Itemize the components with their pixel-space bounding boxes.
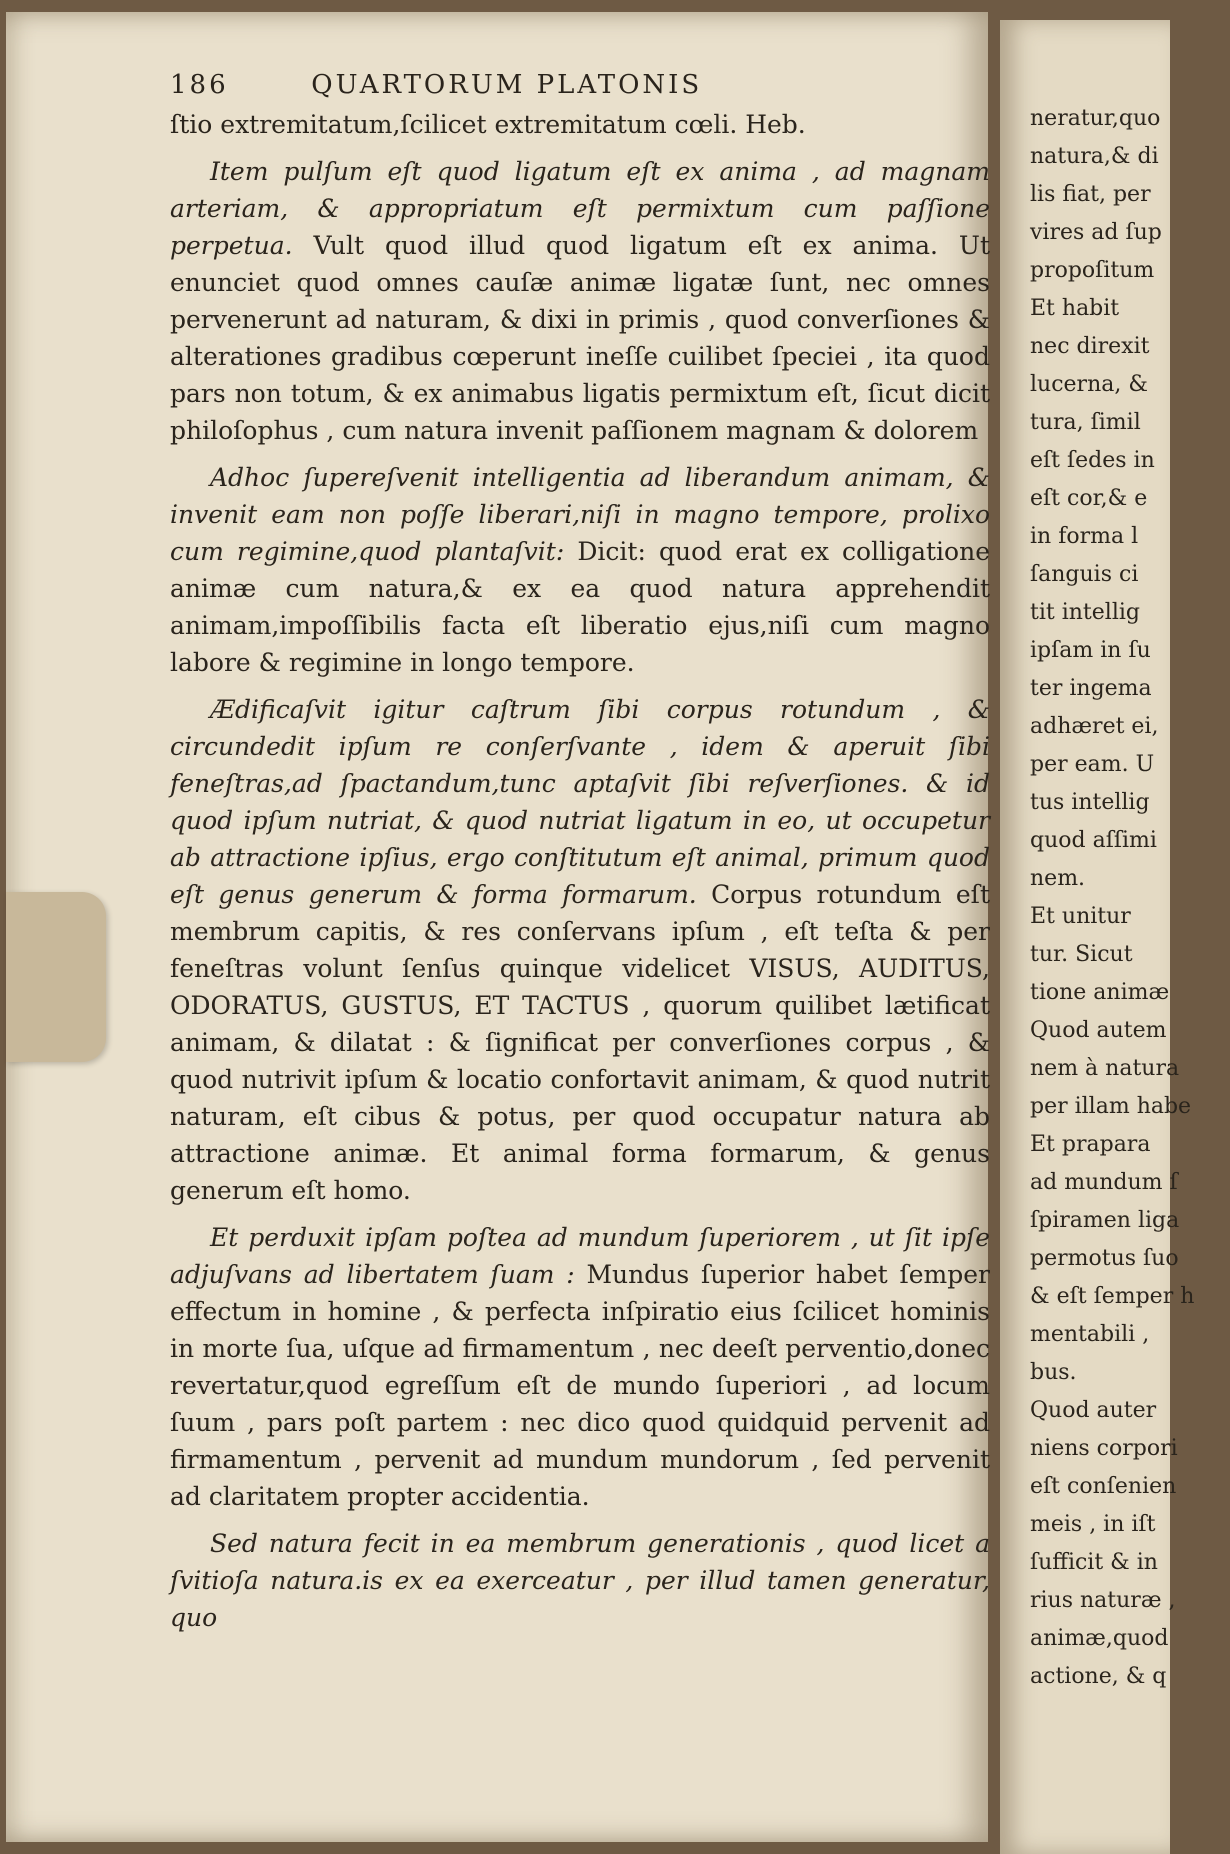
right-page-line: lis fiat, per	[1030, 182, 1151, 207]
right-page-line: rius naturæ ,	[1030, 1588, 1176, 1613]
running-header	[170, 70, 990, 100]
page-tab-marker	[6, 892, 106, 1062]
right-page-line: Et prapara	[1030, 1132, 1151, 1157]
paragraph-italic-text: Sed natura fecit in ea membrum generationis , quod licet a ſvitioſa natura.is ex ea exerceatur , per illud tamen generatur, quo	[170, 1529, 990, 1632]
right-page-line: ad mundum ſ	[1030, 1170, 1178, 1195]
right-page-line: mentabili ,	[1030, 1322, 1150, 1347]
paragraph-roman-text: Mundus ſuperior habet ſemper effectum in homine , & perfecta inſpiratio eius ſcilicet hominis in morte ſua, uſque ad firmamentum , nec deeſt perventio,donec revertatur,quod egreſſum eſt de mundo ſuperiori , ad locum ſuum , pars poſt partem : nec dico quod quidquid pervenit ad firmamentum , pervenit ad mundum mundorum , ſed pervenit ad claritatem propter accidentia.	[170, 1260, 991, 1511]
paragraph-italic-text: Et perduxit ipſam poſtea ad mundum ſuperiorem , ut ſit ipſe adjuſvans ad libertatem ſuam :	[170, 1223, 990, 1289]
right-page-line: vires ad ſup	[1030, 220, 1162, 245]
right-page-line: nec direxit	[1030, 334, 1150, 359]
paragraph-italic-text: Ædificaſvit igitur caſtrum ſibi corpus rotundum , & circundedit ipſum re conſerſvante , idem & aperuit ſibi feneſtras,ad ſpactandum,tunc aptaſvit ſibi reſverſiones. & id quod ipſum nutriat, & quod nutriat ligatum in eo, ut occupetur ab attractione ipſius, ergo conſtitutum eſt animal, primum quod eſt genus generum & forma formarum.	[170, 695, 990, 909]
right-page-line: eſt conſenien	[1030, 1474, 1177, 1499]
right-page-line: per illam habe	[1030, 1094, 1192, 1119]
right-page-line: & eſt ſemper h	[1030, 1284, 1195, 1309]
running-title: QUARTORUM PLATONIS	[311, 70, 703, 100]
right-page-line: quod aſſimi	[1030, 828, 1157, 853]
right-page-line: adhæret ei,	[1030, 714, 1159, 739]
right-page-line: tura, ſimil	[1030, 410, 1141, 435]
right-page-line: bus.	[1030, 1360, 1077, 1385]
right-page-line: ſpiramen liga	[1030, 1208, 1180, 1233]
right-page-line: eſt ſedes in	[1030, 448, 1155, 473]
right-page-line: tur. Sicut	[1030, 942, 1133, 967]
right-page-line: ſufficit & in	[1030, 1550, 1158, 1575]
right-page-line: permotus ſuo	[1030, 1246, 1179, 1271]
right-page-line: eſt cor,& e	[1030, 486, 1148, 511]
right-page-line: Et habit	[1030, 296, 1120, 321]
right-page-line: natura,& di	[1030, 144, 1159, 169]
right-page-line: per eam. U	[1030, 752, 1155, 777]
paragraph	[170, 1525, 990, 1636]
paragraph-roman-text: Dicit: quod erat ex colligatione animæ cum natura,& ex ea quod natura apprehendit animam,impoſſibilis facta eſt liberatio ejus,niſi cum magno labore & regimine in longo tempore.	[170, 537, 990, 677]
paragraph-roman-text: ſtio extremitatum,ſcilicet extremitatum cœli. Heb.	[170, 110, 806, 139]
right-page-line: ter ingema	[1030, 676, 1152, 701]
right-page-line: Quod auter	[1030, 1398, 1157, 1423]
paragraph-roman-text: Corpus rotundum eſt membrum capitis, & res conſervans ipſum , eſt teſta & per feneſtras volunt ſenſus quinque videlicet VISUS, AUDITUS, ODORATUS, GUSTUS, ET TACTUS , quorum quilibet lætificat animam, & dilatat : & ſignificat per converſiones corpus , & quod nutrivit ipſum & locatio confortavit animam, & quod nutrit naturam, eſt cibus & potus, per quod occupatur natura ab attractione animæ. Et animal forma formarum, & genus generum eſt homo.	[170, 880, 990, 1205]
paragraph	[170, 153, 990, 449]
paragraph-roman-text: Vult quod illud quod ligatum eſt ex anima. Ut enunciet quod omnes cauſæ animæ ligatæ ſunt, nec omnes pervenerunt ad naturam, & dixi in primis , quod converſiones & alterationes gradibus cœperunt ineſſe cuilibet ſpeciei , ita quod pars non totum, & ex animabus ligatis permixtum eſt, ſicut dicit philoſophus , cum natura invenit paſſionem magnam & dolorem	[170, 231, 991, 445]
right-page-line: nem.	[1030, 866, 1086, 891]
paragraph	[170, 1219, 990, 1515]
paragraph	[170, 106, 990, 143]
paragraph-italic-text: Item pulſum eſt quod ligatum eſt ex anima , ad magnam arteriam, & appropriatum eſt permixtum cum paſſione perpetua.	[170, 157, 990, 260]
right-page-line: meis , in iſt	[1030, 1512, 1156, 1537]
right-page-line: tione animæ	[1030, 980, 1170, 1005]
right-page-line: tit intellig	[1030, 600, 1140, 625]
right-page-line: neratur,quo	[1030, 106, 1161, 131]
paragraphs	[170, 106, 990, 1636]
right-page-line: ipſam in ſu	[1030, 638, 1151, 663]
right-page-line: niens corpori	[1030, 1436, 1178, 1461]
book-page-right	[1000, 20, 1195, 1854]
right-page-line: animæ,quod	[1030, 1626, 1169, 1651]
paragraph-italic-text: Adhoc ſupereſvenit intelligentia ad liberandum animam, & invenit eam non poſſe liberari,niſi in magno tempore, prolixo cum regimine,quod plantaſvit:	[170, 463, 990, 566]
right-page-line: Quod autem	[1030, 1018, 1167, 1043]
right-page-line: in forma l	[1030, 524, 1139, 549]
right-page-line: tus intellig	[1030, 790, 1150, 815]
right-page-line: ſanguis ci	[1030, 562, 1139, 587]
right-page-line: Et unitur	[1030, 904, 1131, 929]
text-block	[170, 70, 990, 1646]
right-page-line: propoſitum	[1030, 258, 1155, 283]
paragraph	[170, 691, 990, 1209]
paragraph	[170, 459, 990, 681]
right-page-line: nem à natura	[1030, 1056, 1180, 1081]
page-number: 186	[170, 70, 229, 100]
right-page-text	[1030, 100, 1230, 1696]
right-page-line: lucerna, &	[1030, 372, 1148, 397]
right-page-line: actione, & q	[1030, 1664, 1167, 1689]
